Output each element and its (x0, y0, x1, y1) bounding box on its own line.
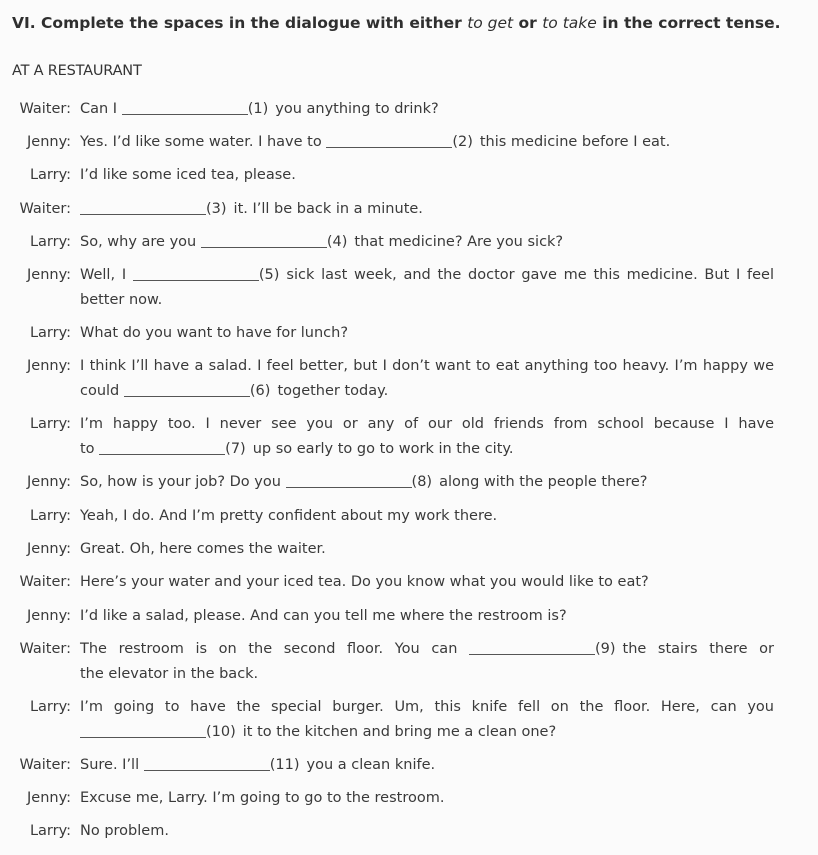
speaker-label: Larry: (29, 234, 71, 250)
dialogue-line (80, 412, 774, 437)
answer-blank[interactable] (144, 755, 270, 771)
line-text-after: the stairs there or (622, 641, 774, 657)
line-text-before: could (80, 383, 124, 399)
dialogue-text (80, 97, 774, 122)
dialogue-text (80, 197, 774, 222)
dialogue-text (80, 263, 774, 313)
speaker-label: Jenny: (27, 474, 71, 490)
section-title: AT A RESTAURANT (12, 63, 142, 79)
line-text-after: together today. (277, 383, 389, 399)
dialogue-text (80, 163, 774, 188)
dialogue-line (80, 786, 774, 811)
dialogue-text (80, 321, 774, 346)
speaker-label: Larry: (29, 508, 71, 524)
blank-number: (8) (411, 474, 433, 490)
dialogue-text (80, 604, 774, 629)
dialogue-text (80, 819, 774, 844)
speaker-label: Jenny: (27, 541, 71, 557)
dialogue-line (80, 470, 774, 495)
dialogue-text (80, 354, 774, 404)
blank-number: (10) (206, 724, 236, 740)
speaker-label: Waiter: (19, 757, 71, 773)
line-text: I’m happy too. I never see you or any of our old friends from school because I have (80, 416, 774, 432)
heading-term-get: to get (467, 14, 514, 32)
line-text-after: it to the kitchen and bring me a clean one? (242, 724, 557, 740)
line-text-before: Sure. I’ll (80, 757, 144, 773)
dialogue-line (80, 321, 774, 346)
blank-number: (4) (326, 234, 348, 250)
line-text-before: The restroom is on the second floor. You can (80, 641, 469, 657)
dialogue-line (80, 819, 774, 844)
dialogue-text (80, 504, 774, 529)
speaker-label: Jenny: (27, 358, 71, 374)
dialogue-line (80, 197, 774, 222)
answer-blank[interactable] (80, 722, 206, 738)
answer-blank[interactable] (80, 199, 206, 215)
line-text-after: sick last week, and the doctor gave me this medicine. But I feel (286, 267, 774, 283)
dialogue-line (80, 720, 774, 745)
line-text-before: So, why are you (80, 234, 201, 250)
blank-number: (6) (249, 383, 271, 399)
speaker-label: Waiter: (19, 201, 71, 217)
dialogue-line (80, 230, 774, 255)
dialogue-line (80, 163, 774, 188)
blank-number: (2) (452, 134, 473, 150)
dialogue-line (80, 379, 774, 404)
heading-term-take: to take (542, 14, 597, 32)
dialogue-text (80, 637, 774, 687)
speaker-label: Larry: (29, 699, 71, 715)
blank-number: (1) (247, 101, 269, 117)
line-text: Great. Oh, here comes the waiter. (80, 541, 326, 557)
dialogue-text (80, 695, 774, 745)
blank-number: (9) (594, 641, 616, 657)
line-text: Here’s your water and your iced tea. Do you know what you would like to eat? (80, 574, 649, 590)
answer-blank[interactable] (133, 265, 259, 281)
speaker-label: Larry: (29, 167, 71, 183)
dialogue-text (80, 412, 774, 462)
line-text-after: this medicine before I eat. (479, 134, 671, 150)
speaker-label: Jenny: (27, 134, 71, 150)
line-text: What do you want to have for lunch? (80, 325, 349, 341)
dialogue-text (80, 470, 774, 495)
line-text: Excuse me, Larry. I’m going to go to the restroom. (80, 790, 445, 806)
dialogue-line (80, 662, 774, 687)
line-text-before: Yes. I’d like some water. I have to (80, 134, 327, 150)
speaker-label: Waiter: (19, 574, 71, 590)
answer-blank[interactable] (469, 639, 595, 655)
dialogue-line (80, 695, 774, 720)
line-text: Yeah, I do. And I’m pretty confident about my work there. (80, 508, 498, 524)
blank-number: (3) (206, 201, 227, 217)
answer-blank[interactable] (99, 439, 225, 455)
speaker-label: Larry: (29, 416, 71, 432)
line-text-before: to (80, 441, 100, 457)
line-text-before: Can I (80, 101, 122, 117)
line-text-after: up so early to go to work in the city. (252, 441, 514, 457)
line-text-after: that medicine? Are you sick? (354, 234, 564, 250)
speaker-label: Waiter: (19, 101, 71, 117)
answer-blank[interactable] (201, 232, 327, 248)
speaker-label: Larry: (29, 325, 71, 341)
dialogue-text (80, 130, 774, 155)
exercise-heading (12, 14, 781, 32)
dialogue-line (80, 130, 774, 155)
dialogue-line (80, 263, 774, 288)
answer-blank[interactable] (122, 99, 248, 115)
dialogue-line (80, 753, 774, 778)
line-text-after: you a clean knife. (306, 757, 436, 773)
dialogue-text (80, 230, 774, 255)
line-text: I’m going to have the special burger. Um, this knife fell on the floor. Here, can you (80, 699, 774, 715)
heading-prefix: VI. Complete the spaces in the dialogue with either (12, 14, 468, 32)
speaker-label: Waiter: (19, 641, 71, 657)
line-text: No problem. (80, 823, 169, 839)
blank-number: (5) (258, 267, 280, 283)
dialogue-text (80, 537, 774, 562)
line-text-before: So, how is your job? Do you (80, 474, 286, 490)
answer-blank[interactable] (326, 132, 452, 148)
dialogue-line (80, 437, 774, 462)
line-text: I think I’ll have a salad. I feel better, but I don’t want to eat anything too heavy. I’m happy we (80, 358, 774, 374)
blank-number: (11) (269, 757, 300, 773)
dialogue-line (80, 288, 774, 313)
speaker-label: Jenny: (27, 608, 71, 624)
heading-suffix: in the correct tense. (596, 14, 781, 32)
dialogue-text (80, 786, 774, 811)
heading-or: or (513, 14, 543, 32)
dialogue-line (80, 604, 774, 629)
dialogue-line (80, 97, 774, 122)
dialogue-line (80, 637, 774, 662)
line-text: better now. (80, 292, 163, 308)
answer-blank[interactable] (124, 381, 250, 397)
line-text-after: along with the people there? (439, 474, 648, 490)
dialogue-line (80, 504, 774, 529)
answer-blank[interactable] (286, 472, 412, 488)
line-text-after: it. I’ll be back in a minute. (233, 201, 423, 217)
line-text: I’d like some iced tea, please. (80, 167, 296, 183)
dialogue-text (80, 753, 774, 778)
speaker-label: Jenny: (27, 267, 71, 283)
line-text-after: you anything to drink? (275, 101, 439, 117)
line-text: the elevator in the back. (80, 666, 259, 682)
dialogue-line (80, 537, 774, 562)
line-text: I’d like a salad, please. And can you tell me where the restroom is? (80, 608, 567, 624)
dialogue-text (80, 570, 774, 595)
speaker-label: Jenny: (27, 790, 71, 806)
speaker-label: Larry: (29, 823, 71, 839)
dialogue-line (80, 570, 774, 595)
dialogue-line (80, 354, 774, 379)
line-text-before: Well, I (80, 267, 133, 283)
blank-number: (7) (225, 441, 246, 457)
